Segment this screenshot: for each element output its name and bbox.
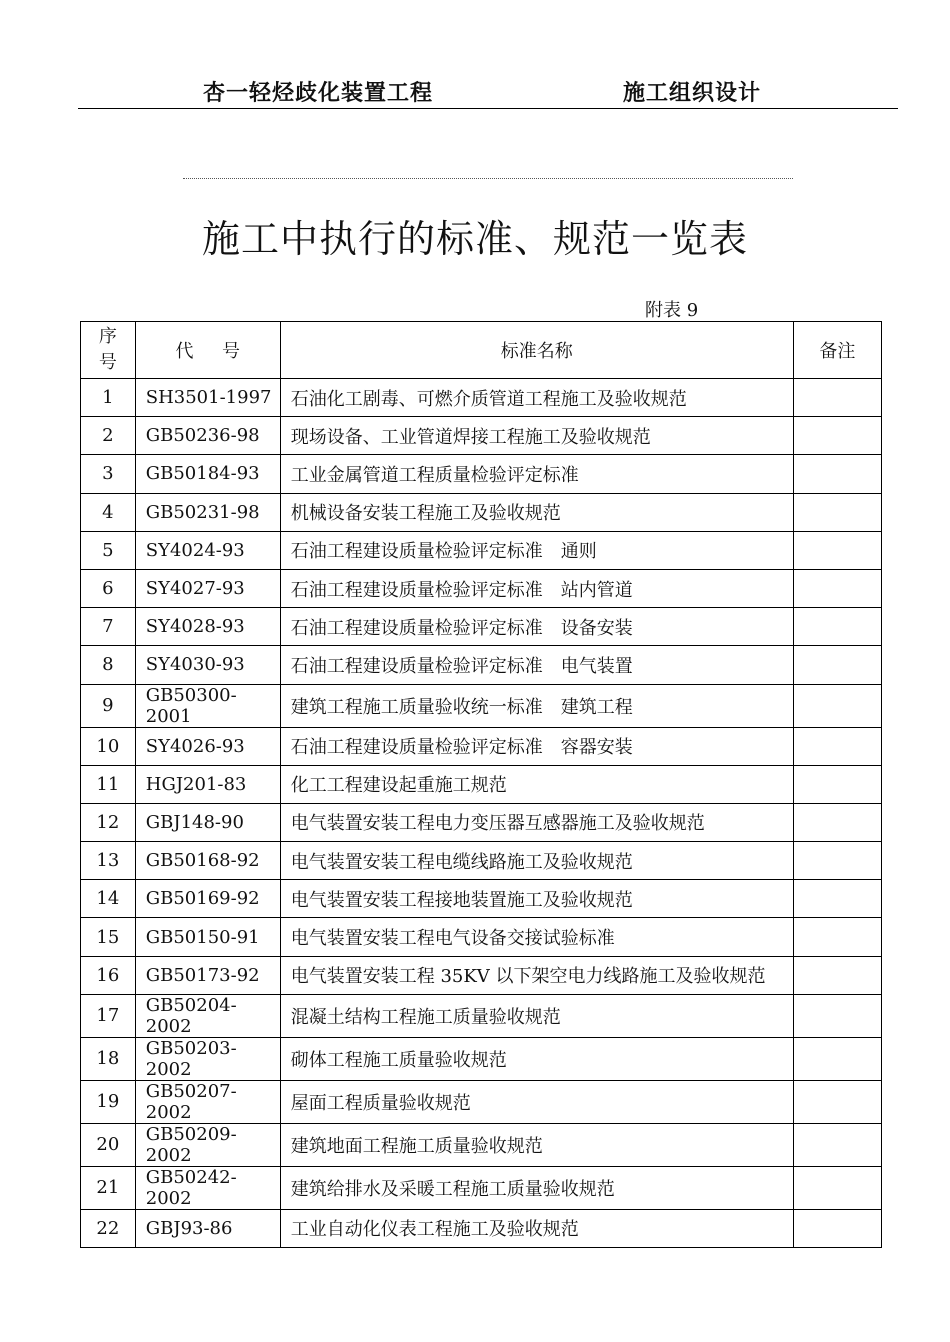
row-note (793, 608, 881, 646)
table-row (81, 1209, 882, 1247)
row-code: GB50203-2002 (135, 1037, 280, 1080)
table-row (81, 1166, 882, 1209)
table-row (81, 803, 882, 841)
row-standard-name: 屋面工程质量验收规范 (280, 1080, 793, 1123)
table-row (81, 1080, 882, 1123)
row-standard-name: 化工工程建设起重施工规范 (280, 765, 793, 803)
row-number: 14 (81, 880, 136, 918)
row-note (793, 727, 881, 765)
row-note (793, 1209, 881, 1247)
row-standard-name: 电气装置安装工程电力变压器互感器施工及验收规范 (280, 803, 793, 841)
row-number: 11 (81, 765, 136, 803)
row-number: 21 (81, 1166, 136, 1209)
header-no: 序号 (81, 322, 136, 379)
row-code: GB50204-2002 (135, 994, 280, 1037)
row-code: SY4030-93 (135, 646, 280, 684)
row-code: GB50173-92 (135, 956, 280, 994)
row-note (793, 417, 881, 455)
page-header (78, 76, 898, 109)
row-note (793, 455, 881, 493)
row-code: GBJ93-86 (135, 1209, 280, 1247)
table-row (81, 493, 882, 531)
row-note (793, 569, 881, 607)
table-row (81, 608, 882, 646)
row-standard-name: 混凝土结构工程施工质量验收规范 (280, 994, 793, 1037)
row-note (793, 842, 881, 880)
row-code: SY4024-93 (135, 531, 280, 569)
row-code: GB50236-98 (135, 417, 280, 455)
appendix-label: 附表 9 (645, 300, 699, 321)
row-standard-name: 石油化工剧毒、可燃介质管道工程施工及验收规范 (280, 379, 793, 417)
row-standard-name: 电气装置安装工程 35KV 以下架空电力线路施工及验收规范 (280, 956, 793, 994)
row-number: 12 (81, 803, 136, 841)
row-note (793, 1080, 881, 1123)
row-standard-name: 石油工程建设质量检验评定标准 站内管道 (280, 569, 793, 607)
row-standard-name: 砌体工程施工质量验收规范 (280, 1037, 793, 1080)
row-note (793, 918, 881, 956)
row-number: 20 (81, 1123, 136, 1166)
row-code: HGJ201-83 (135, 765, 280, 803)
row-number: 7 (81, 608, 136, 646)
table-row (81, 531, 882, 569)
table-row (81, 727, 882, 765)
row-standard-name: 石油工程建设质量检验评定标准 通则 (280, 531, 793, 569)
row-note (793, 765, 881, 803)
row-standard-name: 现场设备、工业管道焊接工程施工及验收规范 (280, 417, 793, 455)
row-number: 6 (81, 569, 136, 607)
row-number: 3 (81, 455, 136, 493)
row-note (793, 1123, 881, 1166)
row-standard-name: 石油工程建设质量检验评定标准 电气装置 (280, 646, 793, 684)
row-standard-name: 电气装置安装工程接地装置施工及验收规范 (280, 880, 793, 918)
table-row (81, 880, 882, 918)
row-standard-name: 电气装置安装工程电气设备交接试验标准 (280, 918, 793, 956)
table-row (81, 417, 882, 455)
row-code: GB50300-2001 (135, 684, 280, 727)
row-number: 19 (81, 1080, 136, 1123)
standards-table (80, 321, 882, 1248)
table-row (81, 842, 882, 880)
table-row (81, 956, 882, 994)
table-row (81, 684, 882, 727)
row-number: 5 (81, 531, 136, 569)
row-standard-name: 建筑工程施工质量验收统一标准 建筑工程 (280, 684, 793, 727)
row-number: 17 (81, 994, 136, 1037)
table-row (81, 569, 882, 607)
table-row (81, 765, 882, 803)
row-code: GB50184-93 (135, 455, 280, 493)
row-number: 10 (81, 727, 136, 765)
row-code: GB50169-92 (135, 880, 280, 918)
header-code: 代 号 (135, 322, 280, 379)
row-number: 8 (81, 646, 136, 684)
row-code: GB50150-91 (135, 918, 280, 956)
row-note (793, 880, 881, 918)
table-row (81, 646, 882, 684)
row-number: 22 (81, 1209, 136, 1247)
table-header-row (81, 322, 882, 379)
row-code: GBJ148-90 (135, 803, 280, 841)
table-row (81, 918, 882, 956)
row-code: SH3501-1997 (135, 379, 280, 417)
row-number: 16 (81, 956, 136, 994)
row-number: 1 (81, 379, 136, 417)
row-standard-name: 工业金属管道工程质量检验评定标准 (280, 455, 793, 493)
table-row (81, 379, 882, 417)
row-number: 18 (81, 1037, 136, 1080)
row-note (793, 646, 881, 684)
row-note (793, 1037, 881, 1080)
row-standard-name: 石油工程建设质量检验评定标准 设备安装 (280, 608, 793, 646)
row-code: SY4027-93 (135, 569, 280, 607)
row-number: 2 (81, 417, 136, 455)
row-note (793, 493, 881, 531)
document-type: 施工组织设计 (623, 81, 762, 106)
project-name: 杏一轻烃歧化装置工程 (203, 81, 434, 106)
row-standard-name: 机械设备安装工程施工及验收规范 (280, 493, 793, 531)
row-standard-name: 建筑地面工程施工质量验收规范 (280, 1123, 793, 1166)
row-note (793, 956, 881, 994)
row-code: GB50209-2002 (135, 1123, 280, 1166)
row-code: SY4026-93 (135, 727, 280, 765)
header-name: 标准名称 (280, 322, 793, 379)
row-standard-name: 电气装置安装工程电缆线路施工及验收规范 (280, 842, 793, 880)
row-code: SY4028-93 (135, 608, 280, 646)
row-standard-name: 工业自动化仪表工程施工及验收规范 (280, 1209, 793, 1247)
row-number: 15 (81, 918, 136, 956)
row-note (793, 684, 881, 727)
row-code: GB50168-92 (135, 842, 280, 880)
table-row (81, 455, 882, 493)
table-row (81, 1037, 882, 1080)
row-code: GB50207-2002 (135, 1080, 280, 1123)
dotted-divider (183, 178, 793, 179)
page-title: 施工中执行的标准、规范一览表 (201, 217, 748, 261)
row-standard-name: 建筑给排水及采暖工程施工质量验收规范 (280, 1166, 793, 1209)
row-code: GB50231-98 (135, 493, 280, 531)
row-note (793, 994, 881, 1037)
row-number: 9 (81, 684, 136, 727)
row-note (793, 379, 881, 417)
table-row (81, 1123, 882, 1166)
row-number: 4 (81, 493, 136, 531)
row-code: GB50242-2002 (135, 1166, 280, 1209)
row-number: 13 (81, 842, 136, 880)
header-note: 备注 (793, 322, 881, 379)
row-note (793, 1166, 881, 1209)
row-note (793, 531, 881, 569)
row-standard-name: 石油工程建设质量检验评定标准 容器安装 (280, 727, 793, 765)
table-row (81, 994, 882, 1037)
row-note (793, 803, 881, 841)
